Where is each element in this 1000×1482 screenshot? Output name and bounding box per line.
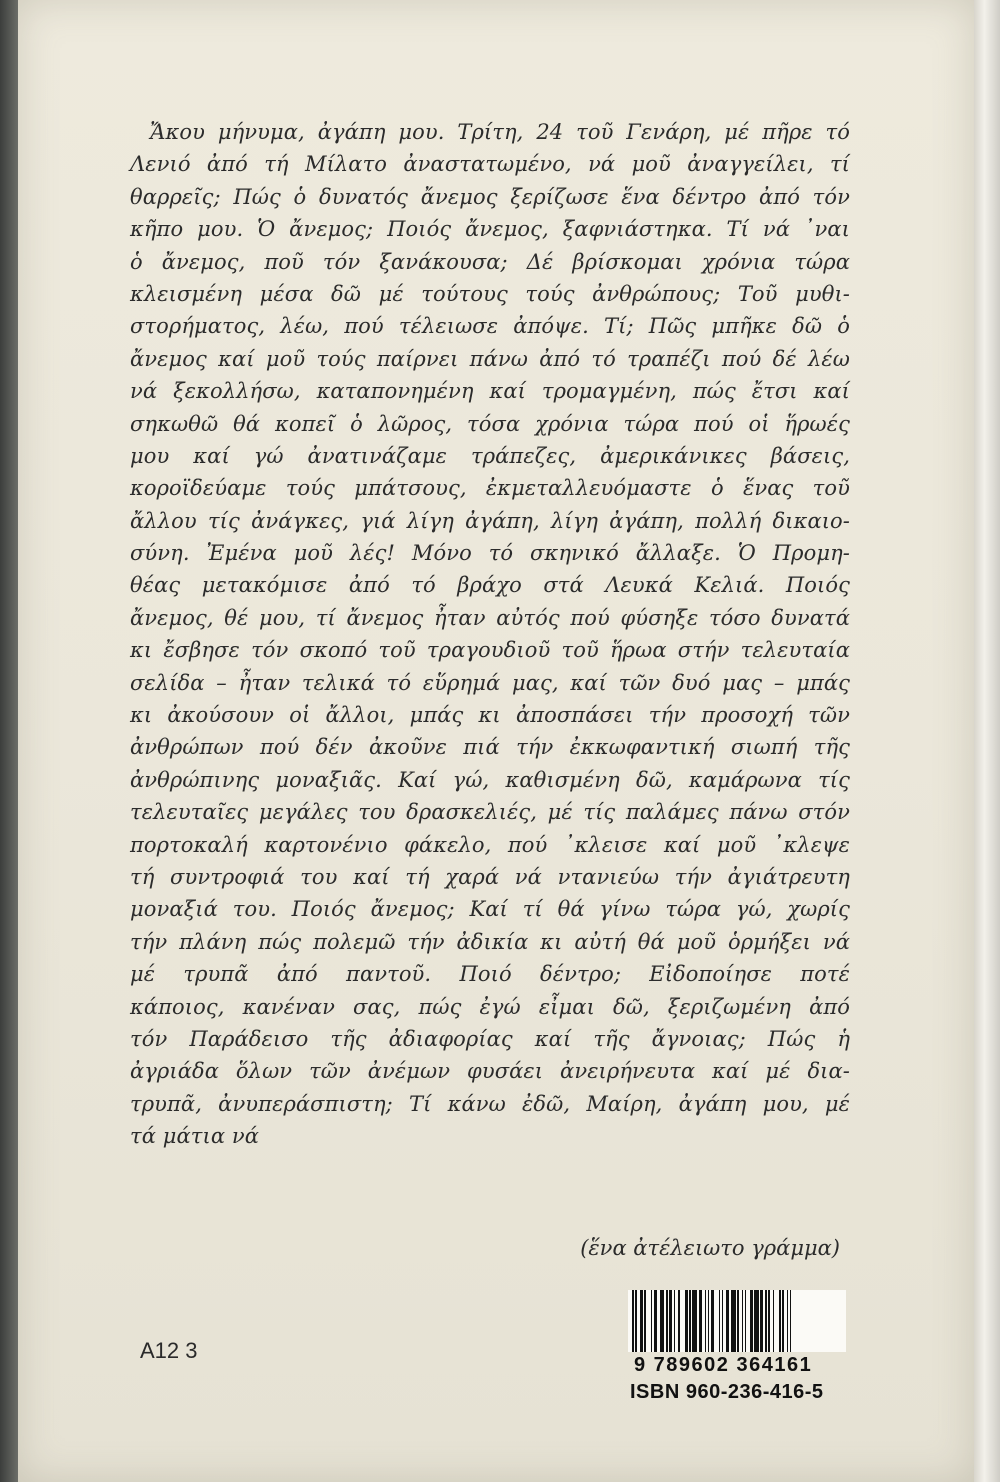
blurb-line: ὁ ἄνεμος, ποῦ τόν ξανάκουσα; Δέ βρίσκομαι χρόνια τώρα — [130, 249, 850, 274]
blurb-line: Λενιό ἀπό τή Μίλατο ἀναστατωμένο, νά μοῦ ἀναγγείλει, τί — [130, 152, 850, 177]
blurb-line: ἄλλου τίς ἀνάγκες, γιά λίγη ἀγάπη, λίγη ἀγάπη, πολλή δικαιο- — [130, 508, 850, 533]
blurb-line: σελίδα – ἦταν τελικά τό εὕρημά μας, καί τῶν δυό μας – μπάς — [130, 670, 850, 695]
blurb-line: σύνη. Ἐμένα μοῦ λές! Μόνο τό σκηνικό ἄλλαξε. Ὁ Προμη- — [130, 541, 850, 566]
blurb-line: Ἄκου μήνυμα, ἀγάπη μου. Τρίτη, 24 τοῦ Γενάρη, μέ πῆρε τό — [150, 120, 850, 144]
blurb-line: θέας μετακόμισε ἀπό τό βράχο στά Λευκά Κελιά. Ποιός — [130, 573, 850, 598]
blurb-line: κι ἀκούσουν οἱ ἄλλοι, μπάς κι ἀποσπάσει τήν προσοχή τῶν — [130, 703, 850, 728]
isbn-number: ISBN 960-236-416-5 — [630, 1381, 824, 1403]
blurb-line: μοναξιά του. Ποιός ἄνεμος; Καί τί θά γίνω τώρα γώ, χωρίς — [130, 897, 850, 922]
blurb-line: ἀνθρώπων πού δέν ἀκοῦνε πιά τήν ἐκκωφαντική σιωπή τῆς — [130, 735, 850, 760]
blurb-line: ἄνεμος καί μοῦ τούς παίρνει πάνω ἀπό τό τραπέζι πού δέ λέω — [130, 346, 850, 371]
blurb-line: κάποιος, κανέναν σας, πώς ἐγώ εἶμαι δῶ, ξεριζωμένη ἀπό — [130, 994, 850, 1019]
blurb-line: τρυπᾶ, ἀνυπεράσπιστη; Τί κάνω ἐδῶ, Μαίρη, ἀγάπη μου, μέ — [130, 1091, 850, 1116]
blurb-line: ἄνεμος, θέ μου, τί ἄνεμος ἦταν αὐτός πού φύσηξε τόσο δυνατά — [130, 605, 850, 630]
blurb-line: σηκωθῶ θά κοπεῖ ὁ λῶρος, τόσα χρόνια τώρα πού οἱ ἥρωές — [130, 411, 850, 436]
blurb-line: νά ξεκολλήσω, καταπονημένη καί τρομαγμένη, πώς ἔτσι καί — [130, 379, 850, 404]
barcode-block — [628, 1290, 846, 1404]
blurb-text — [130, 116, 850, 1153]
blurb-line: πορτοκαλή καρτονένιο φάκελο, πού ᾿κλεισε καί μοῦ ᾿κλεψε — [130, 832, 850, 857]
blurb-line: στορήματος, λέω, πού τέλειωσε ἀπόψε. Τί; Πῶς μπῆκε δῶ ὁ — [130, 314, 850, 339]
blurb-line: μέ τρυπᾶ ἀπό παντοῦ. Ποιό δέντρο; Εἰδοποίησε ποτέ — [130, 962, 850, 987]
blurb-line: τελευταῖες μεγάλες του δρασκελιές, μέ τίς παλάμες πάνω στόν — [130, 800, 850, 825]
blurb-line: μου καί γώ ἀνατινάζαμε τράπεζες, ἀμερικάνικες βάσεις, — [130, 443, 850, 468]
blurb-line: τήν πλάνη πώς πολεμῶ τήν ἀδικία κι αὐτή θά μοῦ ὁρμήξει νά — [130, 929, 850, 954]
blurb-signature: (ἕνα ἀτέλειωτο γράμμα) — [580, 1236, 840, 1260]
book-left-edge — [0, 0, 18, 1482]
blurb-line: κῆπο μου. Ὁ ἄνεμος; Ποιός ἄνεμος, ξαφνιάστηκα. Τί νά ᾿ναι — [130, 217, 850, 242]
ean-number: 9 789602 364161 — [634, 1354, 813, 1376]
blurb-line: ἀνθρώπινης μοναξιᾶς. Καί γώ, καθισμένη δῶ, καμάρωνα τίς — [130, 767, 850, 792]
blurb-line: κι ἔσβησε τόν σκοπό τοῦ τραγουδιοῦ τοῦ ἥρωα στήν τελευταία — [130, 638, 850, 663]
blurb-line: κοροϊδεύαμε τούς μπάτσους, ἐκμεταλλευόμαστε ὁ ἕνας τοῦ — [130, 476, 850, 501]
blurb-line: τά μάτια νά — [130, 1124, 260, 1149]
blurb-line: κλεισμένη μέσα δῶ μέ τούτους τούς ἀνθρώπους; Τοῦ μυθι- — [130, 281, 850, 306]
catalog-code: A12 3 — [140, 1338, 198, 1363]
page-edge — [974, 0, 1000, 1482]
barcode-image — [628, 1290, 846, 1352]
blurb-line: τή συντροφιά του καί τή χαρά νά ντανιεύω τήν ἀγιάτρευτη — [130, 864, 850, 889]
blurb-line: θαρρεῖς; Πώς ὁ δυνατός ἄνεμος ξερίζωσε ἕνα δέντρο ἀπό τόν — [130, 184, 850, 209]
blurb-line: ἀγριάδα ὅλων τῶν ἀνέμων φυσάει ἀνειρήνευτα καί μέ δια- — [130, 1059, 850, 1084]
blurb-line: τόν Παράδεισο τῆς ἀδιαφορίας καί τῆς ἄγνοιας; Πώς ἡ — [130, 1026, 850, 1051]
